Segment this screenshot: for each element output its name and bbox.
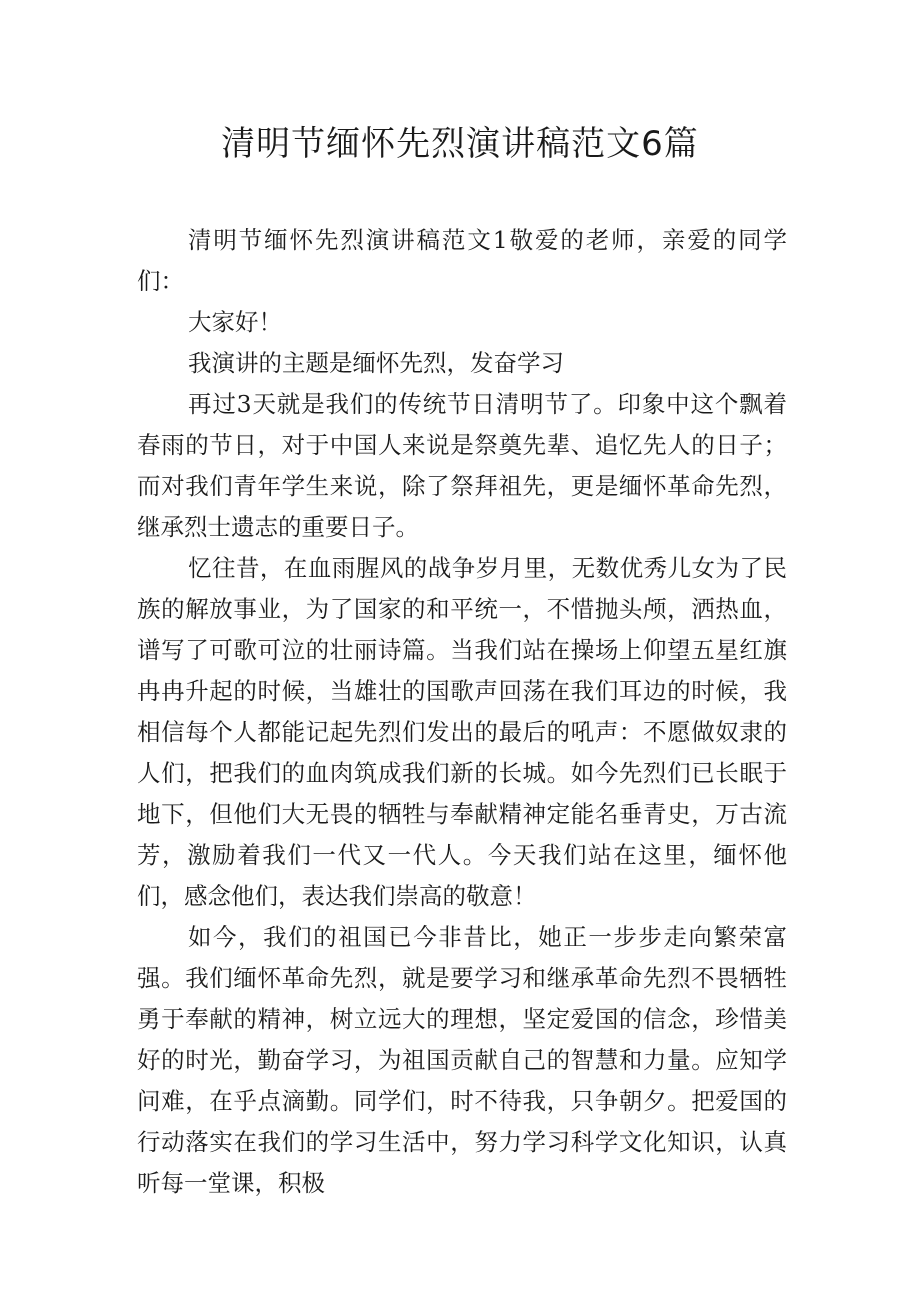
page-title: 清明节缅怀先烈演讲稿范文6篇	[221, 124, 699, 164]
paragraph-theme: 我演讲的主题是缅怀先烈，发奋学习	[188, 349, 564, 377]
paragraph-history: 忆往昔，在血雨腥风的战争岁月里，无数优秀儿女为了民族的解放事业，为了国家的和平统一，不惜抛头颅，洒热血，谱写了可歌可泣的壮丽诗篇。当我们站在操场上仰望五星红旗冉冉升起的时候，当雄壮的国歌声回荡在我们耳边的时候，我相信每个人都能记起先烈们发出的最后的吼声：不愿做奴隶的人们，把我们的血肉筑成我们新的长城。如今先烈们已长眠于地下，但他们大无畏的牺牲与奉献精神定能名垂青史，万古流芳，激励着我们一代又一代人。今天我们站在这里，缅怀他们，感念他们，表达我们崇高的敬意！	[137, 554, 787, 910]
paragraph-qingming: 再过3天就是我们的传统节日清明节了。印象中这个飘着春雨的节日，对于中国人来说是祭奠先辈、追忆先人的日子；而对我们青年学生来说，除了祭拜祖先，更是缅怀革命先烈，继承烈士遗志的重要日子。	[137, 390, 787, 541]
paragraph-greeting: 清明节缅怀先烈演讲稿范文1敬爱的老师，亲爱的同学们：	[137, 226, 787, 295]
paragraph-hello: 大家好！	[188, 308, 282, 336]
paragraph-today: 如今，我们的祖国已今非昔比，她正一步步走向繁荣富强。我们缅怀革命先烈，就是要学习和继承革命先烈不畏牺牲勇于奉献的精神，树立远大的理想，坚定爱国的信念，珍惜美好的时光，勤奋学习，为祖国贡献自己的智慧和力量。应知学问难，在乎点滴勤。同学们，时不待我，只争朝夕。把爱国的行动落实在我们的学习生活中，努力学习科学文化知识，认真听每一堂课，积极	[137, 923, 787, 1197]
document-body	[137, 220, 787, 1204]
